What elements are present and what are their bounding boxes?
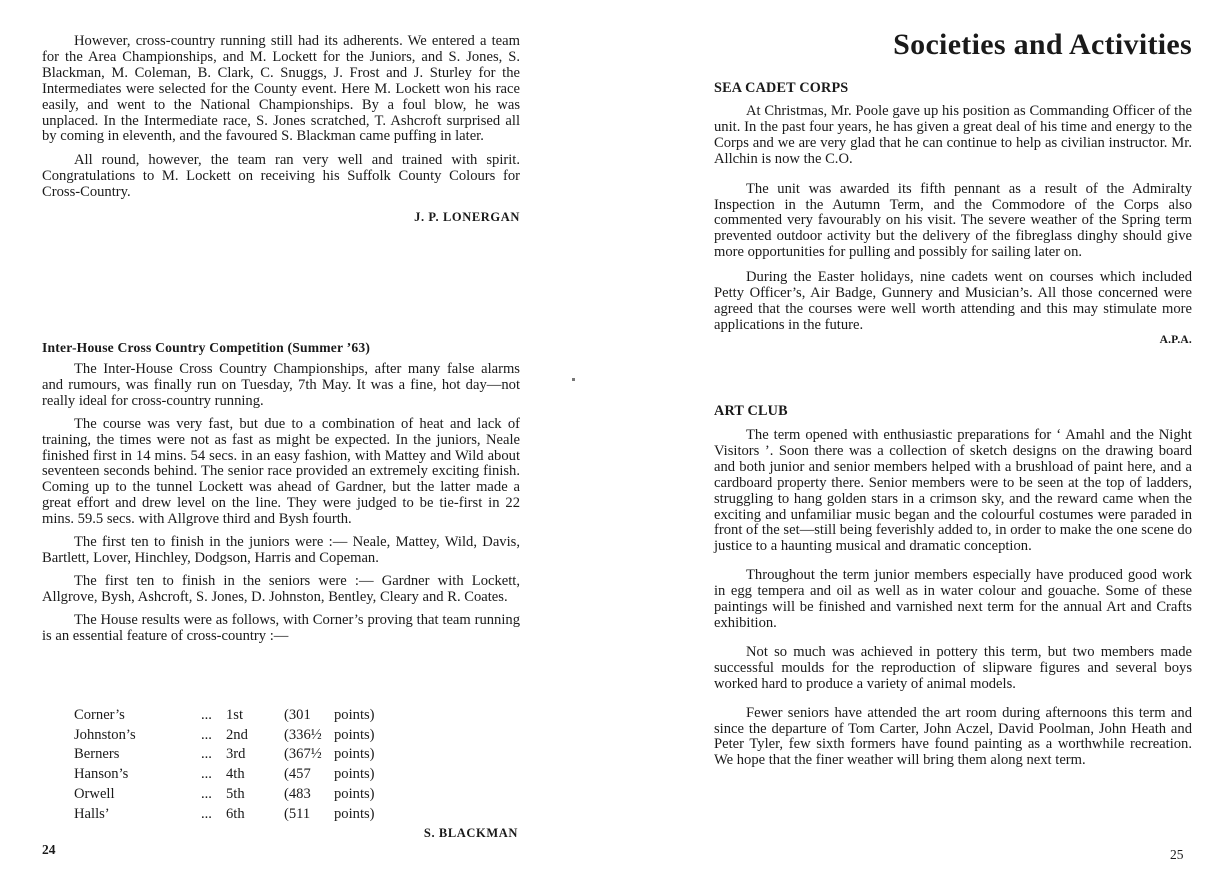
article-paragraph: The first ten to finish in the juniors were :— Neale, Mattey, Wild, Davis, Bartlett, Lover, Hinchley, Dodgson, Harris and Copeman.: [42, 534, 520, 566]
points-unit: points): [334, 707, 375, 723]
leader-dots: ...: [201, 785, 212, 802]
table-row: [74, 745, 375, 765]
article-title: Inter-House Cross Country Competition (Summer ’63): [42, 340, 371, 355]
points: (367½: [284, 746, 322, 763]
points: (511: [284, 805, 311, 822]
table-row: [74, 765, 375, 785]
points-unit: points): [334, 805, 375, 822]
position: 4th: [226, 766, 245, 783]
house-results-table: [74, 706, 375, 824]
article-paragraph: The Inter-House Cross Country Championships, after many false alarms and rumours, was finally run on Tuesday, 7th May. It was a fine, hot day—not really ideal for cross-country running.: [42, 361, 520, 409]
house-name: Orwell: [74, 785, 115, 802]
cross-country-article: [42, 34, 520, 225]
table-row: [74, 785, 375, 805]
table-row: [74, 805, 375, 825]
article-paragraph: However, cross-country running still had its adherents. We entered a team for the Area Championships, and M. Lockett for the Juniors, and S. Jones, S. Blackman, M. Coleman, B. Clark, C. Snuggs, J. Frost and J. Sturley for the Intermediates were selected for the County event. Here M. Lockett won his race easily, and went to the National Championships. By a foul blow, he was unplaced. In the Intermediate race, S. Jones scratched, T. Ashcroft surprised all by coming in eleventh, and the favoured S. Blackman came puffing in later.: [42, 33, 520, 145]
section-paragraph: Throughout the term junior members especially have produced good work in egg tempera and oil as well as in water colour and gouache. Some of these paintings will be finished and varnished next term for the annual Art and Crafts exhibition.: [714, 567, 1192, 631]
table-row: [74, 706, 375, 726]
section-paragraph: The term opened with enthusiastic preparations for ‘ Amahl and the Night Visitors ’. Soon there was a collection of sketch designs on the drawing board and both junior and senior members helped with a brushload of paint here, and a cardboard property there. Senior members were to be seen at the top of ladders, struggling to hang golden stars in a crimson sky, and the reward came when the exciting and unfamiliar music began and the colourful costumes were paraded in front of the set—still being feverishly added to, in order to make the one scene do justice to a haunting musical and dramatic conception.: [714, 427, 1192, 555]
points-unit: points): [334, 785, 375, 802]
house-name: Johnston’s: [74, 726, 136, 743]
points: (457: [284, 766, 311, 783]
leader-dots: ...: [201, 766, 212, 783]
points: (483: [284, 785, 311, 802]
section-heading: ART CLUB: [714, 403, 788, 419]
points-unit: points): [334, 766, 375, 783]
section-heading: SEA CADET CORPS: [714, 80, 849, 96]
section-paragraph: The unit was awarded its fifth pennant as a result of the Admiralty Inspection in the Autumn Term, and the Commodore of the Corps also commented very favourably on his visit. The severe weather of the Spring term prevented outdoor activity but the delivery of the fibreglass dinghy should give more opportunities for pulling and possibly for sailing later on.: [714, 180, 1192, 261]
points: (336½: [284, 726, 322, 743]
page-title: Societies and Activities: [893, 28, 1192, 61]
points-unit: points): [334, 726, 375, 743]
points: (301: [284, 707, 311, 723]
house-name: Berners: [74, 746, 120, 763]
section-paragraph: At Christmas, Mr. Poole gave up his position as Commanding Officer of the unit. In the past four years, he has given a great deal of his time and energy to the Corps and we are very glad that he can continue to help as civilian instructor. Mr. Allchin is now the C.O.: [714, 103, 1192, 167]
art-club-section: [714, 403, 1192, 769]
scan-speck: [572, 378, 575, 381]
leader-dots: ...: [201, 726, 212, 743]
position: 3rd: [226, 746, 246, 763]
position: 1st: [226, 707, 244, 723]
article-paragraph: The first ten to finish in the seniors were :— Gardner with Lockett, Allgrove, Bysh, Ashcroft, S. Jones, D. Johnston, Bentley, Cleary and R. Coates.: [42, 572, 520, 605]
section-paragraph: Fewer seniors have attended the art room during afternoons this term and since the departure of Tom Carter, John Aczel, David Poolman, John Heath and Peter Tyler, few sixth formers have found painting as a worthwhile recreation. We hope that the finer weather will bring them along next term.: [714, 704, 1192, 769]
house-name: Hanson’s: [74, 766, 129, 783]
position: 2nd: [226, 726, 248, 743]
house-name: Corner’s: [74, 707, 125, 723]
leader-dots: ...: [201, 746, 212, 763]
position: 5th: [226, 785, 245, 802]
leader-dots: ...: [201, 805, 212, 822]
section-paragraph: Not so much was achieved in pottery this term, but two members made successful moulds for the reproduction of slipware figures and several boys worked hard to produce a variety of animal models.: [714, 643, 1192, 692]
signature: A.P.A.: [1159, 333, 1192, 346]
house-name: Halls’: [74, 805, 110, 822]
article-paragraph: The House results were as follows, with Corner’s proving that team running is an essential feature of cross-country :—: [42, 611, 520, 644]
leader-dots: ...: [201, 707, 212, 723]
page-number: 25: [1170, 847, 1184, 862]
points-unit: points): [334, 746, 375, 763]
table-row: [74, 726, 375, 746]
signature: J. P. LONERGAN: [414, 210, 520, 225]
article-paragraph: All round, however, the team ran very well and trained with spirit. Congratulations to M. Lockett on receiving his Suffolk County Colours for Cross-Country.: [42, 152, 520, 201]
page-number: 24: [42, 842, 56, 857]
inter-house-article: [42, 340, 520, 645]
position: 6th: [226, 805, 245, 822]
section-paragraph: During the Easter holidays, nine cadets went on courses which included Petty Officer’s, Air Badge, Gunnery and Musician’s. All those concerned were agreed that the courses were well worth attending and this may stimulate more applications in the future.: [714, 269, 1192, 333]
signature: S. BLACKMAN: [423, 826, 518, 840]
article-paragraph: The course was very fast, but due to a combination of heat and lack of training, the times were not as fast as might be expected. In the juniors, Neale finished first in 14 mins. 54 secs. in an easy fashion, with Mattey and Wild about seventeen seconds behind. The senior race provided an extremely exciting finish. Coming up to the tunnel Lockett was ahead of Gardner, but the latter made a great effort and drew level on the line. They were judged to be tie-first in 22 mins. 59.5 secs. with Allgrove third and Bysh fourth.: [42, 415, 520, 528]
sea-cadet-corps-section: [714, 80, 1192, 346]
